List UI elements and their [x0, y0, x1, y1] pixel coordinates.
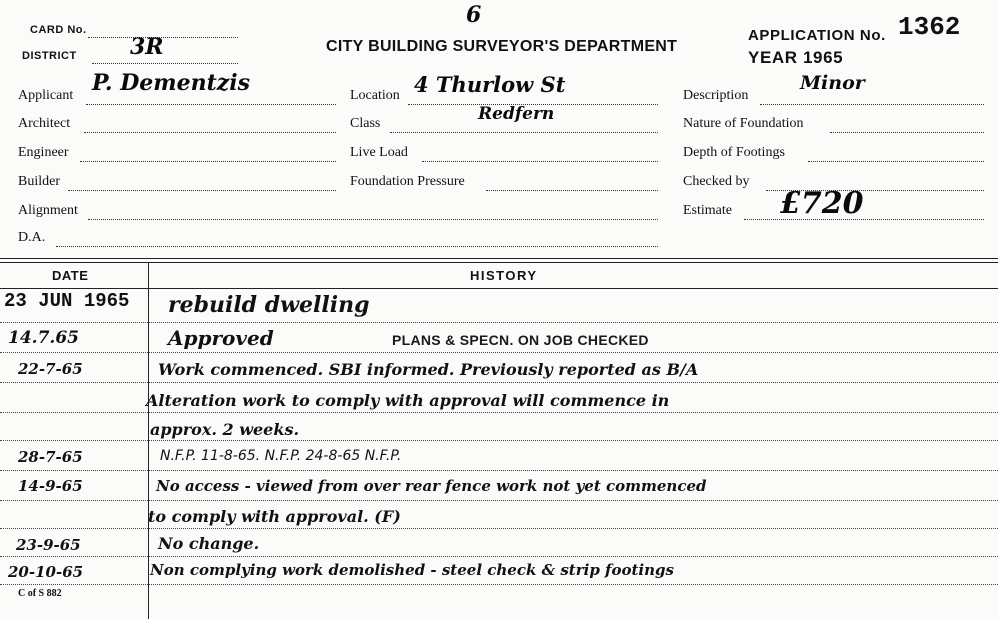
engineer-line	[80, 161, 336, 162]
applicant-line	[86, 104, 336, 105]
history-entry: to comply with approval. (F)	[148, 507, 401, 526]
history-entry: Approved	[168, 326, 274, 350]
history-date: 22-7-65	[18, 360, 83, 378]
nature-of-foundation-label: Nature of Foundation	[683, 116, 804, 131]
history-entry: approx. 2 weeks.	[150, 420, 300, 439]
live-load-line	[422, 161, 658, 162]
foundation-pressure-label: Foundation Pressure	[350, 174, 465, 189]
row-rule	[0, 412, 998, 413]
architect-label: Architect	[18, 116, 71, 131]
estimate-value: £720	[780, 186, 864, 221]
depth-of-footings-line	[808, 161, 984, 162]
history-date: 28-7-65	[18, 448, 83, 466]
history-date: 14-9-65	[18, 477, 83, 495]
date-header: DATE	[52, 268, 89, 283]
history-entry: No change.	[158, 534, 260, 553]
row-rule	[0, 470, 998, 471]
location-label: Location	[350, 88, 400, 103]
history-entry: No access - viewed from over rear fence work not yet commenced	[156, 477, 707, 495]
application-label: APPLICATION No.	[748, 27, 886, 44]
history-entry: rebuild dwelling	[168, 292, 370, 318]
row-rule	[0, 528, 998, 529]
district-line	[92, 63, 238, 64]
row-rule	[0, 500, 998, 501]
alignment-label: Alignment	[18, 203, 78, 218]
builder-label: Builder	[18, 174, 60, 189]
engineer-label: Engineer	[18, 145, 69, 160]
class-line	[390, 132, 658, 133]
row-rule	[0, 382, 998, 383]
card-no-label: CARD No.	[30, 24, 87, 36]
application-number: 1362	[898, 12, 961, 42]
form-code: C of S 882	[18, 588, 62, 599]
foundation-pressure-line	[486, 190, 658, 191]
row-rule	[0, 440, 998, 441]
architect-line	[84, 132, 336, 133]
district-value: 3R	[130, 34, 164, 60]
depth-of-footings-label: Depth of Footings	[683, 145, 785, 160]
row-rule	[0, 584, 998, 585]
da-line	[56, 246, 658, 247]
year-label: YEAR 1965	[748, 48, 844, 67]
location-value-2: Redfern	[478, 104, 555, 124]
da-label: D.A.	[18, 230, 46, 245]
history-header-rule	[0, 288, 998, 289]
history-date: 14.7.65	[8, 328, 79, 348]
row-rule	[0, 556, 998, 557]
history-entry: Work commenced. SBI informed. Previously reported as B/A	[158, 360, 699, 379]
applicant-value: P. Dementzis	[92, 70, 250, 96]
row-rule	[0, 322, 998, 323]
checked-by-label: Checked by	[683, 174, 750, 189]
description-value: Minor	[800, 72, 865, 94]
history-header: HISTORY	[470, 268, 538, 283]
class-label: Class	[350, 116, 381, 131]
description-label: Description	[683, 88, 749, 103]
history-top-rule	[0, 258, 998, 259]
history-entry: Alteration work to comply with approval will commence in	[146, 391, 670, 410]
card-no-value: 6	[466, 2, 482, 28]
description-line	[760, 104, 984, 105]
nature-of-foundation-line	[830, 132, 984, 133]
applicant-label: Applicant	[18, 88, 74, 103]
location-value: 4 Thurlow St	[414, 72, 566, 97]
history-entry: N.F.P. 11-8-65. N.F.P. 24-8-65 N.F.P.	[160, 448, 402, 464]
alignment-line	[88, 219, 658, 220]
checked-stamp: PLANS & SPECN. ON JOB CHECKED	[392, 332, 649, 348]
row-rule	[0, 352, 998, 353]
builder-line	[68, 190, 336, 191]
department-title: CITY BUILDING SURVEYOR'S DEPARTMENT	[326, 38, 678, 55]
live-load-label: Live Load	[350, 145, 408, 160]
district-label: DISTRICT	[22, 50, 77, 62]
history-entry: Non complying work demolished - steel check & strip footings	[150, 561, 674, 579]
history-top-rule-2	[0, 262, 998, 263]
history-date: 20-10-65	[8, 563, 84, 581]
estimate-label: Estimate	[683, 203, 732, 218]
history-date: 23 JUN 1965	[4, 290, 130, 312]
history-date: 23-9-65	[16, 536, 81, 554]
